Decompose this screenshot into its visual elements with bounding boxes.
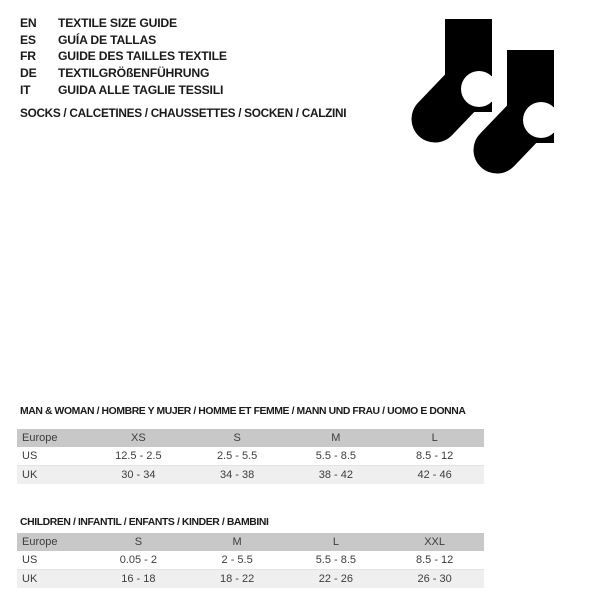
size-cell: 22 - 26 bbox=[287, 570, 386, 589]
table-row-uk bbox=[17, 570, 484, 589]
language-code: EN bbox=[20, 16, 37, 31]
size-cell: 8.5 - 12 bbox=[385, 551, 484, 570]
language-code: FR bbox=[20, 49, 36, 64]
size-cell: 12.5 - 2.5 bbox=[89, 447, 188, 466]
row-label: US bbox=[17, 447, 89, 466]
row-label: UK bbox=[17, 466, 89, 485]
language-label: TEXTILGRÖßENFÜHRUNG bbox=[58, 66, 210, 81]
row-label: UK bbox=[17, 570, 89, 589]
language-code: DE bbox=[20, 66, 37, 81]
row-label: US bbox=[17, 551, 89, 570]
column-header-region: Europe bbox=[17, 429, 89, 447]
size-cell: 0.05 - 2 bbox=[89, 551, 188, 570]
language-row-fr bbox=[20, 48, 227, 65]
adult-table-header-row bbox=[17, 429, 484, 447]
column-header-size: L bbox=[385, 429, 484, 447]
adult-size-table bbox=[17, 429, 484, 484]
size-cell: 2 - 5.5 bbox=[188, 551, 287, 570]
column-header-size: XS bbox=[89, 429, 188, 447]
adult-table-title: MAN & WOMAN / HOMBRE Y MUJER / HOMME ET FEMME / MANN UND FRAU / UOMO E DONNA bbox=[20, 406, 466, 417]
column-header-size: S bbox=[89, 533, 188, 551]
size-cell: 5.5 - 8.5 bbox=[287, 551, 386, 570]
language-label: TEXTILE SIZE GUIDE bbox=[58, 16, 177, 31]
column-header-size: M bbox=[188, 533, 287, 551]
size-cell: 5.5 - 8.5 bbox=[287, 447, 386, 466]
size-cell: 18 - 22 bbox=[188, 570, 287, 589]
socks-icon bbox=[405, 12, 570, 192]
language-label: GUIDA ALLE TAGLIE TESSILI bbox=[58, 82, 224, 97]
sock-icon-left bbox=[435, 19, 497, 119]
category-title: SOCKS / CALCETINES / CHAUSSETTES / SOCKEN / CALZINI bbox=[20, 106, 347, 120]
children-size-table bbox=[17, 533, 484, 588]
size-cell: 34 - 38 bbox=[188, 466, 287, 485]
size-cell: 30 - 34 bbox=[89, 466, 188, 485]
table-row-uk bbox=[17, 466, 484, 485]
language-row-de bbox=[20, 65, 227, 82]
size-cell: 38 - 42 bbox=[287, 466, 386, 485]
column-header-region: Europe bbox=[17, 533, 89, 551]
column-header-size: L bbox=[287, 533, 386, 551]
size-cell: 8.5 - 12 bbox=[385, 447, 484, 466]
language-row-en bbox=[20, 15, 227, 32]
size-cell: 2.5 - 5.5 bbox=[188, 447, 287, 466]
language-code: IT bbox=[20, 82, 31, 97]
language-code: ES bbox=[20, 32, 36, 47]
table-row-us bbox=[17, 447, 484, 466]
language-list bbox=[20, 15, 227, 98]
language-row-es bbox=[20, 32, 227, 49]
size-cell: 16 - 18 bbox=[89, 570, 188, 589]
children-table-title: CHILDREN / INFANTIL / ENFANTS / KINDER / BAMBINI bbox=[20, 517, 269, 528]
size-cell: 42 - 46 bbox=[385, 466, 484, 485]
column-header-size: XXL bbox=[385, 533, 484, 551]
language-row-it bbox=[20, 81, 227, 98]
language-label: GUÍA DE TALLAS bbox=[58, 32, 157, 47]
size-cell: 26 - 30 bbox=[385, 570, 484, 589]
children-table-header-row bbox=[17, 533, 484, 551]
sock-icon-right bbox=[497, 50, 559, 150]
table-row-us bbox=[17, 551, 484, 570]
column-header-size: M bbox=[287, 429, 386, 447]
language-label: GUIDE DES TAILLES TEXTILE bbox=[58, 49, 227, 64]
column-header-size: S bbox=[188, 429, 287, 447]
